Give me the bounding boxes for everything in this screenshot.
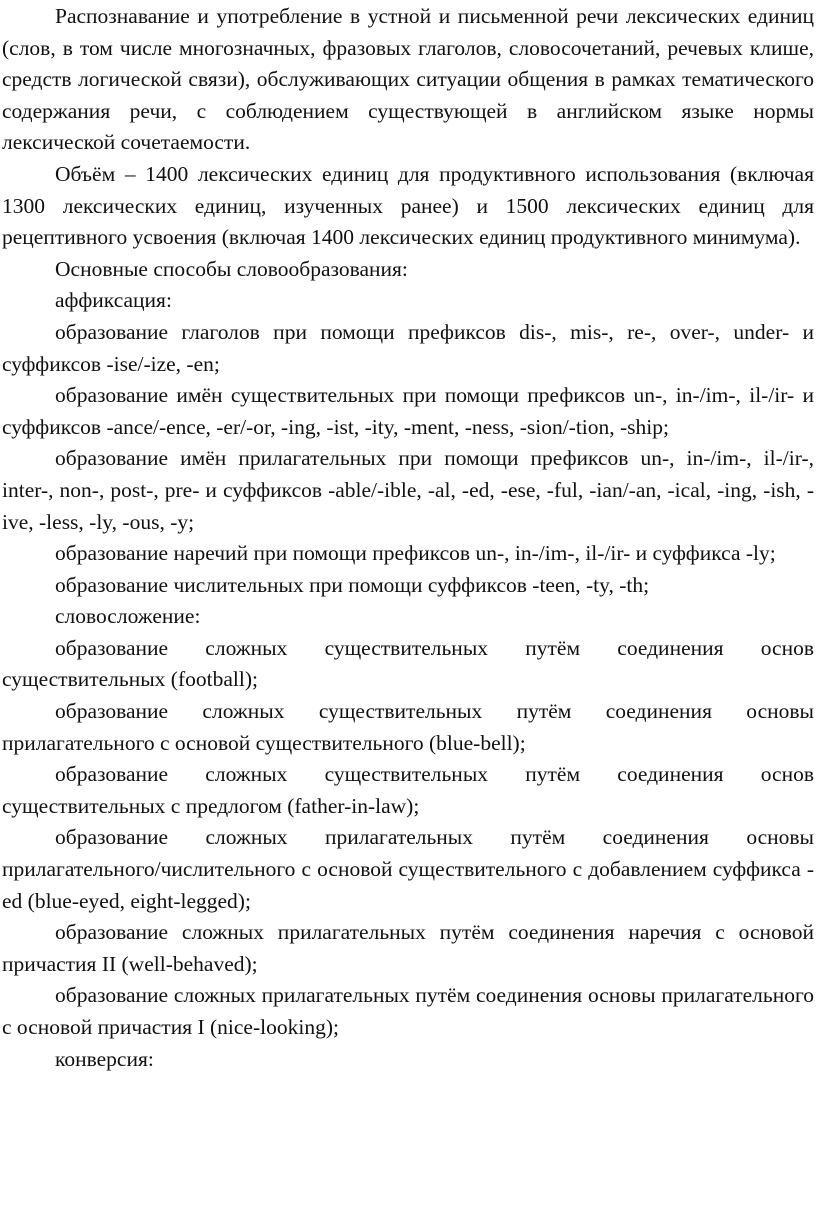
paragraph-compound-adjectives-1: образование сложных прилагательных путём соединения основы прилагательного/числительного с основой существительного с добавлением суффикса -ed (blue-eyed, eight-legged); [2, 825, 814, 913]
paragraph-compound-nouns-3: образование сложных существительных путём соединения основ существительных с предлогом (father-in-law); [2, 762, 814, 818]
paragraph-nouns-affixes: образование имён существительных при помощи префиксов un-, in-/im-, il-/ir- и суффиксов -ance/-ence, -er/-or, -ing, -ist, -ity, -ment, -ness, -sion/-tion, -ship; [2, 383, 814, 439]
paragraph-adjectives-affixes: образование имён прилагательных при помощи префиксов un-, in-/im-, il-/ir-, inter-, non-, post-, pre- и суффиксов -able/-ible, -al, -ed, -ese, -ful, -ian/-an, -ical, -ing, -ish, -ive, -less, -ly, -ous, -y; [2, 446, 814, 534]
paragraph-adverbs-affixes: образование наречий при помощи префиксов un-, in-/im-, il-/ir- и суффикса -ly; [55, 541, 776, 566]
paragraph-word-formation-heading: Основные способы словообразования: [55, 256, 408, 281]
paragraph-compounding-heading: словосложение: [55, 604, 201, 629]
paragraph-verbs-affixes: образование глаголов при помощи префиксов dis-, mis-, re-, over-, under- и суффиксов -ise/-ize, -en; [2, 319, 814, 376]
paragraph-lexical-units: Распознавание и употребление в устной и письменной речи лексических единиц (слов, в том числе многозначных, фразовых глаголов, словосочетаний, речевых клише, средств логической связи), обслуживающих ситуации общения в рамках тематического содержания речи, с соблюдением существующей в английском языке нормы лексической сочетаемости. [2, 4, 814, 155]
paragraph-compound-adjectives-3: образование сложных прилагательных путём соединения основы прилагательного с основой причастия I (nice-looking); [2, 983, 814, 1039]
paragraph-affixation-heading: аффиксация: [55, 288, 172, 313]
paragraph-compound-nouns-1: образование сложных существительных путём соединения основ существительных (football); [2, 635, 814, 692]
paragraph-volume: Объём – 1400 лексических единиц для продуктивного использования (включая 1300 лексических единиц, изученных ранее) и 1500 лексических единиц для рецептивного усвоения (включая 1400 лексических единиц продуктивного минимума). [2, 161, 814, 250]
paragraph-numerals-suffixes: образование числительных при помощи суффиксов -teen, -ty, -th; [55, 572, 650, 597]
paragraph-compound-adjectives-2: образование сложных прилагательных путём соединения наречия с основой причастия II (well-behaved); [2, 920, 814, 976]
paragraph-conversion-heading: конверсия: [55, 1046, 154, 1071]
paragraph-compound-nouns-2: образование сложных существительных путём соединения основы прилагательного с основой существительного (blue-bell); [2, 699, 814, 755]
